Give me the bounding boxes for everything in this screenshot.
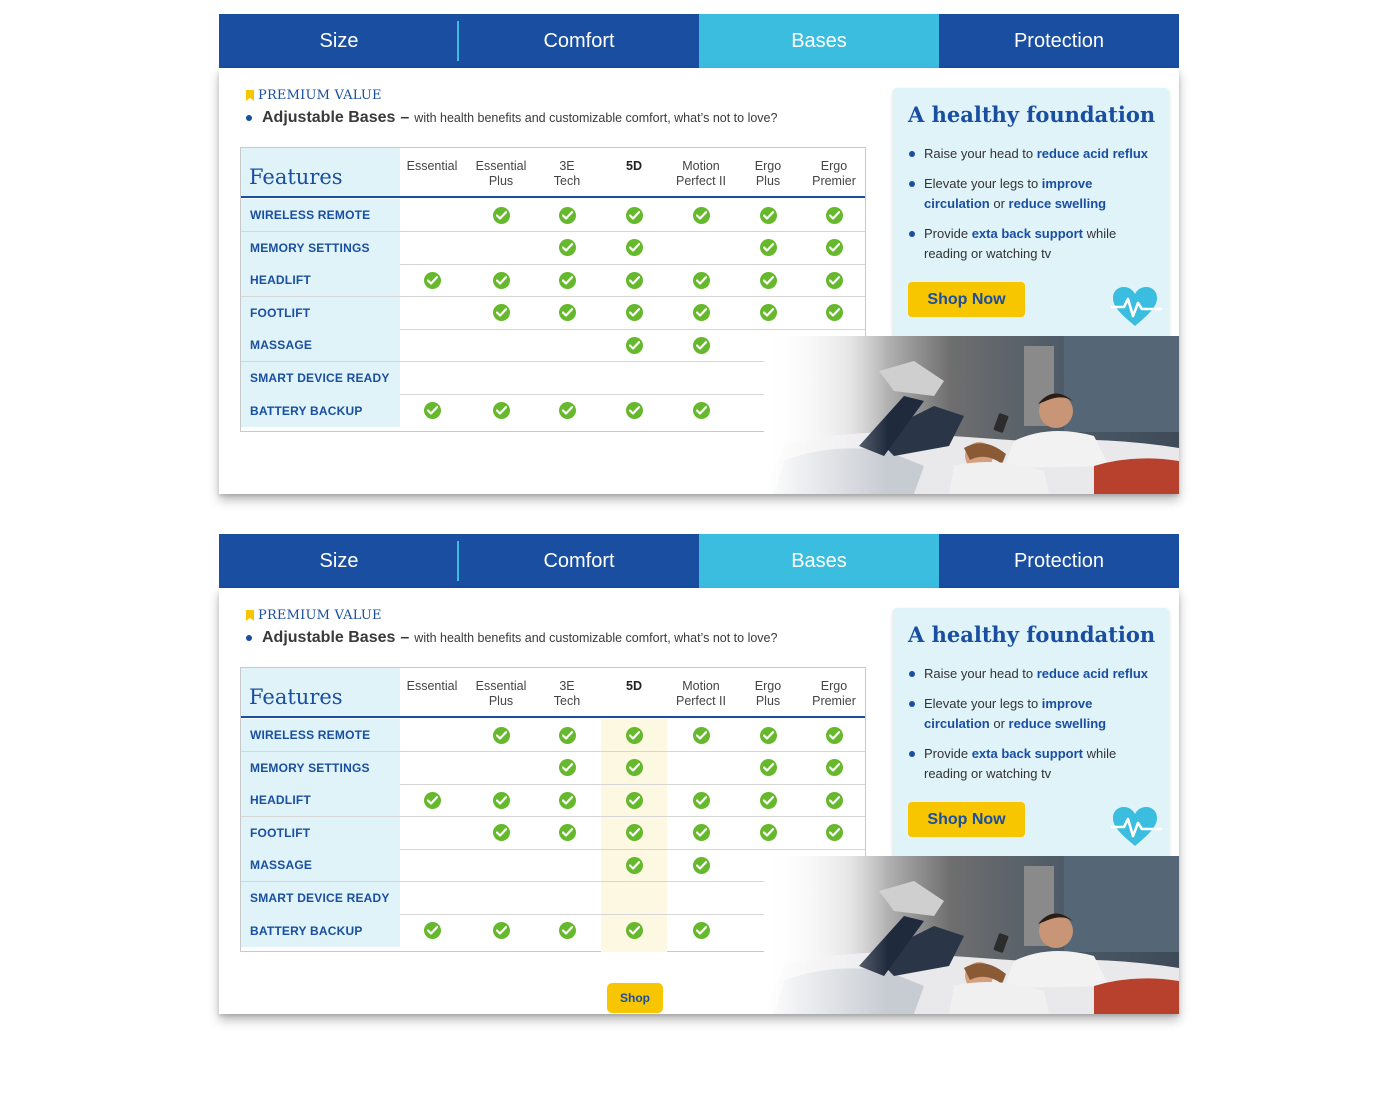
column-header-line2: Perfect II [675,694,727,708]
column-header-line1: Essential [406,679,458,693]
feature-cell [534,394,600,426]
benefit-text: Raise your head to [924,666,1037,681]
feature-cell [468,784,534,816]
headline-dash: – [400,629,410,646]
feature-label: WIRELESS REMOTE [241,719,400,751]
feature-cell [801,752,867,784]
table-row [241,784,865,817]
column-header-line2: Plus [755,174,781,188]
table-row [241,752,865,785]
benefit-highlight: exta back support [971,746,1083,761]
checkmark-icon [493,402,510,419]
benefit-highlight: reduce swelling [1008,196,1107,211]
checkmark-icon [760,824,777,841]
feature-cell [468,264,534,296]
feature-cell [601,719,667,751]
feature-cell [399,914,465,946]
table-row [241,199,865,232]
column-header-5d [601,679,667,694]
table-row [241,817,865,850]
checkmark-icon [826,792,843,809]
checkmark-icon [626,857,643,874]
feature-label: MEMORY SETTINGS [241,232,400,264]
bookmark-icon [246,90,254,101]
feature-cell [801,784,867,816]
kicker-text: PREMIUM VALUE [258,608,382,623]
table-header [241,148,865,198]
checkmark-icon [493,727,510,744]
feature-cell [468,394,534,426]
table-header [241,668,865,718]
benefit-item [908,694,1158,734]
column-header-motion-perfect-ii [668,679,734,709]
benefit-highlight: reduce swelling [1008,716,1107,731]
feature-cell [801,199,867,231]
checkmark-icon [693,857,710,874]
bullet-icon [246,635,252,641]
feature-cell [534,297,600,329]
checkmark-icon [626,272,643,289]
column-header-line2: Premier [812,174,856,188]
column-header-line1: 3E [559,679,575,693]
benefit-item [908,664,1158,684]
benefit-item [908,144,1158,164]
checkmark-icon [559,207,576,224]
table-row [241,232,865,265]
column-header-ergo-premier [801,159,867,189]
checkmark-icon [693,304,710,321]
checkmark-icon [559,792,576,809]
benefit-item [908,224,1158,264]
checkmark-icon [559,759,576,776]
feature-cell [534,199,600,231]
benefit-item [908,744,1158,784]
couple-on-bed-photo [764,336,1179,494]
feature-label: SMART DEVICE READY [241,882,400,914]
feature-cell [601,752,667,784]
feature-cell [735,199,801,231]
checkmark-icon [693,272,710,289]
feature-label: BATTERY BACKUP [241,914,400,947]
benefit-text: Provide [924,746,972,761]
feature-cell [668,199,734,231]
checkmark-icon [559,727,576,744]
benefit-text: or [989,196,1009,211]
checkmark-icon [559,824,576,841]
headline-dash: – [400,109,410,126]
checkmark-icon [826,727,843,744]
feature-cell [468,719,534,751]
sidebar-title: A healthy foundation [908,102,1156,127]
feature-cell [399,784,465,816]
sidebar-title: A healthy foundation [908,622,1156,647]
features-header-cell [241,668,400,716]
column-header-line1: 3E [559,159,575,173]
checkmark-icon [693,824,710,841]
tab-protection[interactable]: Protection [1013,549,1105,572]
feature-label: SMART DEVICE READY [241,362,400,394]
feature-cell [735,784,801,816]
feature-cell [801,817,867,849]
headline-title: Adjustable Bases [262,109,396,126]
column-header-line1: Essential [475,679,527,693]
checkmark-icon [626,402,643,419]
benefit-text: or [989,716,1009,731]
feature-cell [668,817,734,849]
checkmark-icon [626,759,643,776]
checkmark-icon [626,304,643,321]
column-header-line1: Ergo [754,679,782,693]
checkmark-icon [760,304,777,321]
premium-value-label [246,88,382,103]
feature-cell [399,394,465,426]
feature-cell [801,232,867,264]
healthy-foundation-box [893,88,1169,337]
feature-cell [735,264,801,296]
feature-label: MEMORY SETTINGS [241,752,400,784]
table-row [241,719,865,752]
feature-cell [668,394,734,426]
shop-now-button[interactable]: Shop Now [908,802,1025,837]
content-card [219,68,1179,494]
benefit-text: Provide [924,226,972,241]
feature-cell [601,264,667,296]
feature-label: HEADLIFT [241,264,400,296]
features-header-cell [241,148,400,196]
checkmark-icon [693,792,710,809]
checkmark-icon [493,922,510,939]
shop-now-button[interactable]: Shop Now [908,282,1025,317]
checkmark-icon [760,792,777,809]
benefit-text: while reading or watching tv [924,226,1117,261]
column-header-line1: 5D [626,679,642,693]
feature-cell [735,297,801,329]
feature-label: FOOTLIFT [241,297,400,329]
feature-cell [735,752,801,784]
checkmark-icon [826,824,843,841]
feature-cell [468,817,534,849]
bullet-icon [246,115,252,121]
column-header-essential-plus [468,159,534,189]
feature-cell [601,297,667,329]
tab-comfort[interactable]: Comfort [543,29,615,52]
checkmark-icon [826,207,843,224]
table-row [241,264,865,297]
feature-cell [468,297,534,329]
feature-cell [399,264,465,296]
heart-pulse-icon [1111,286,1163,328]
column-header-line2: Plus [488,174,514,188]
feature-cell [668,297,734,329]
benefit-highlight: reduce acid reflux [1036,146,1149,161]
feature-cell [601,849,667,881]
feature-cell [668,784,734,816]
checkmark-icon [760,727,777,744]
feature-cell [534,752,600,784]
feature-label: BATTERY BACKUP [241,394,400,427]
tab-size[interactable]: Size [219,534,459,588]
column-header-essential [399,159,465,174]
feature-cell [601,232,667,264]
section-headline [246,109,777,127]
checkmark-icon [626,207,643,224]
benefit-highlight: reduce acid reflux [1036,666,1149,681]
tab-bases[interactable]: Bases [699,534,939,588]
checkmark-icon [559,304,576,321]
premium-value-label [246,608,382,623]
heart-pulse-icon [1111,806,1163,848]
section-headline [246,629,777,647]
category-tabs [219,14,1179,68]
checkmark-icon [693,337,710,354]
feature-cell [668,849,734,881]
checkmark-icon [760,272,777,289]
column-header-3e-tech [534,159,600,189]
benefit-text: while reading or watching tv [924,746,1117,781]
benefit-text: Elevate your legs to [924,696,1042,711]
checkmark-icon [626,922,643,939]
feature-label: MASSAGE [241,329,400,361]
checkmark-icon [424,402,441,419]
column-header-line1: Ergo [754,159,782,173]
feature-cell [668,264,734,296]
feature-cell [668,329,734,361]
feature-cell [601,199,667,231]
feature-cell [601,329,667,361]
column-header-line2: Tech [553,174,581,188]
feature-cell [534,784,600,816]
column-header-line2: Perfect II [675,174,727,188]
checkmark-icon [626,824,643,841]
feature-cell [601,817,667,849]
feature-label: FOOTLIFT [241,817,400,849]
column-header-ergo-plus [735,679,801,709]
table-row [241,297,865,330]
column-header-ergo-premier [801,679,867,709]
benefit-highlight: improve circulation [924,696,1093,731]
column-header-essential-plus [468,679,534,709]
feature-cell [534,817,600,849]
column-header-line1: Ergo [820,159,848,173]
checkmark-icon [826,759,843,776]
column-header-5d [601,159,667,174]
couple-on-bed-photo [764,856,1179,1014]
column-header-line1: 5D [626,159,642,173]
benefit-item [908,174,1158,214]
checkmark-icon [493,304,510,321]
feature-cell [668,719,734,751]
checkmark-icon [826,239,843,256]
checkmark-icon [693,402,710,419]
checkmark-icon [693,727,710,744]
content-card [219,588,1179,1014]
column-header-3e-tech [534,679,600,709]
feature-cell [801,719,867,751]
checkmark-icon [760,207,777,224]
feature-cell [468,914,534,946]
checkmark-icon [760,759,777,776]
feature-label: MASSAGE [241,849,400,881]
features-title: Features [249,165,343,189]
tab-protection[interactable]: Protection [1013,29,1105,52]
column-header-line1: Essential [406,159,458,173]
benefit-highlight: improve circulation [924,176,1093,211]
feature-cell [468,199,534,231]
column-header-line1: Ergo [820,679,848,693]
features-title: Features [249,685,343,709]
checkmark-icon [559,922,576,939]
checkmark-icon [559,239,576,256]
feature-cell [601,784,667,816]
column-header-line1: Motion [682,679,720,693]
benefit-text: Elevate your legs to [924,176,1042,191]
checkmark-icon [626,792,643,809]
feature-cell [534,914,600,946]
checkmark-icon [693,922,710,939]
checkmark-icon [424,922,441,939]
feature-cell [735,232,801,264]
feature-cell [801,264,867,296]
healthy-foundation-box [893,608,1169,857]
checkmark-icon [559,402,576,419]
feature-cell [601,914,667,946]
category-tabs [219,534,1179,588]
benefit-highlight: exta back support [971,226,1083,241]
checkmark-icon [760,239,777,256]
checkmark-icon [493,207,510,224]
checkmark-icon [424,272,441,289]
checkmark-icon [693,207,710,224]
column-header-line2: Premier [812,694,856,708]
headline-description: with health benefits and customizable comfort, what’s not to love? [414,111,778,125]
headline-title: Adjustable Bases [262,629,396,646]
bookmark-icon [246,610,254,621]
feature-cell [801,297,867,329]
headline-description: with health benefits and customizable comfort, what’s not to love? [414,631,778,645]
tab-comfort[interactable]: Comfort [543,549,615,572]
checkmark-icon [626,239,643,256]
feature-cell [601,394,667,426]
column-header-motion-perfect-ii [668,159,734,189]
column-header-line2: Plus [755,694,781,708]
column-header-line1: Essential [475,159,527,173]
benefit-list [908,664,1158,794]
feature-cell [735,719,801,751]
checkmark-icon [626,337,643,354]
checkmark-icon [826,304,843,321]
benefit-list [908,144,1158,274]
checkmark-icon [493,272,510,289]
column-header-essential [399,679,465,694]
benefit-text: Raise your head to [924,146,1037,161]
checkmark-icon [424,792,441,809]
checkmark-icon [626,727,643,744]
column-header-line2: Tech [553,694,581,708]
checkmark-icon [493,792,510,809]
shop-5d-button[interactable]: Shop [607,983,663,1013]
tab-bases[interactable]: Bases [699,14,939,68]
column-header-line1: Motion [682,159,720,173]
feature-cell [668,914,734,946]
tab-size[interactable]: Size [219,14,459,68]
feature-label: HEADLIFT [241,784,400,816]
feature-cell [534,232,600,264]
checkmark-icon [559,272,576,289]
feature-cell [534,719,600,751]
checkmark-icon [493,824,510,841]
kicker-text: PREMIUM VALUE [258,88,382,103]
column-header-ergo-plus [735,159,801,189]
feature-label: WIRELESS REMOTE [241,199,400,231]
column-header-line2: Plus [488,694,514,708]
feature-cell [735,817,801,849]
checkmark-icon [826,272,843,289]
feature-cell [534,264,600,296]
